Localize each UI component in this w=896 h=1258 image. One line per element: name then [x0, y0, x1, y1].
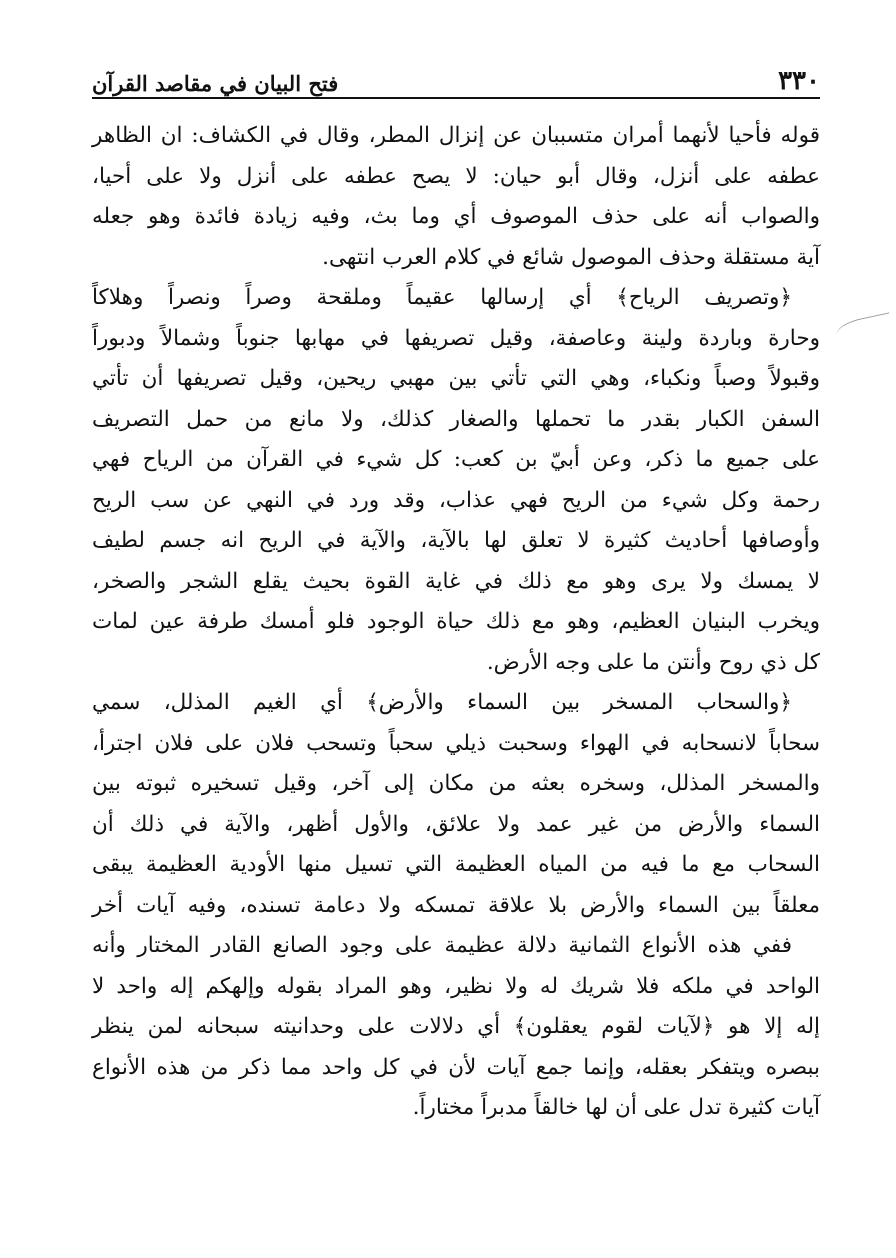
text-line: الواحد في ملكه فلا شريك له ولا نظير، وهو المراد بقوله وإلهكم إله واحد لا [92, 973, 820, 999]
text-line: على جميع ما ذكر، وعن أبيّ بن كعب: كل شيء في القرآن من الرياح فهي [92, 447, 820, 472]
header-rule [92, 97, 820, 99]
text-line: وقبولاً وصباً ونكباء، وهي التي تأتي بين مهبي ريحين، وقيل تصريفها أن تأتي [92, 366, 820, 391]
text-line: ﴿والسحاب المسخر بين السماء والأرض﴾ أي الغيم المذلل، سمي [92, 690, 792, 715]
text-line: إله إلا هو ﴿لآيات لقوم يعقلون﴾ أي دلالات على وحدانيته سبحانه لمن ينظر [92, 1014, 820, 1039]
text-line: وأوصافها أحاديث كثيرة لا تعلق لها بالآية، والآية في الريح انه جسم لطيف [92, 528, 820, 553]
text-line: السماء والأرض من غير عمد ولا علائق، والأول أظهر، والآية في ذلك أن [92, 811, 820, 837]
text-line: رحمة وكل شيء من الريح فهي عذاب، وقد ورد في النهي عن سب الريح [92, 487, 820, 513]
paragraph-2 [92, 278, 820, 683]
page-number: ٣٣٠ [778, 66, 820, 96]
text-line: ﴿وتصريف الرياح﴾ أي إرسالها عقيماً وملقحة وصراً ونصراً وهلاكاً [92, 285, 792, 310]
text-line: قوله فأحيا لأنهما أمران متسببان عن إنزال المطر، وقال في الكشاف: ان الظاهر [92, 123, 820, 148]
page-header [92, 52, 820, 94]
text-line: معلقاً بين السماء والأرض بلا علاقة تمسكه ولا دعامة تسنده، وفيه آيات أخر [92, 892, 820, 918]
margin-pencil-mark [834, 312, 894, 346]
text-line: عطفه على أنزل، وقال أبو حيان: لا يصح عطفه على أنزل ولا على أحيا، [92, 163, 820, 189]
paragraph-4 [92, 926, 820, 1129]
text-line: السفن الكبار بقدر ما تحملها والصغار كذلك، ولا مانع من حمل التصريف [92, 406, 820, 432]
text-line: ببصره ويتفكر بعقله، وإنما جمع آيات لأن في كل واحد مما ذكر من هذه الأنواع [92, 1054, 820, 1080]
text-line: ففي هذه الأنواع الثمانية دلالة عظيمة على وجود الصانع القادر المختار وأنه [92, 933, 792, 958]
body-text [92, 116, 820, 1129]
text-line: السحاب مع ما فيه من المياه العظيمة التي تسيل منها الأودية العظيمة يبقى [92, 852, 820, 877]
paragraph-3 [92, 683, 820, 926]
text-line: والمسخر المذلل، وسخره بعثه من مكان إلى آخر، وقيل تسخيره ثبوته بين [92, 771, 820, 796]
running-title: فتح البيان في مقاصد القرآن [92, 71, 339, 96]
text-line: كل ذي روح وأنتن ما على وجه الأرض. [486, 649, 820, 675]
text-line: سحاباً لانسحابه في الهواء وسحبت ذيلي سحباً وتسحب فلان على فلان اجترأ، [92, 730, 820, 756]
text-line: لا يمسك ولا يرى وهو مع ذلك في غاية القوة بحيث يقلع الشجر والصخر، [92, 568, 820, 594]
text-line: وحارة وباردة ولينة وعاصفة، وقيل تصريفها في مهابها جنوباً وشمالاً ودبوراً [92, 325, 820, 351]
paragraph-1 [92, 116, 820, 278]
text-line: ويخرب البنيان العظيم، وهو مع ذلك حياة الوجود فلو أمسك طرفة عين لمات [92, 609, 820, 634]
text-line: آية مستقلة وحذف الموصول شائع في كلام العرب انتهى. [322, 244, 820, 270]
text-line: والصواب أنه على حذف الموصوف أي وما بث، وفيه زيادة فائدة وهو جعله [92, 204, 820, 229]
text-line: آيات كثيرة تدل على أن لها خالقاً مدبراً مختاراً. [412, 1095, 820, 1120]
